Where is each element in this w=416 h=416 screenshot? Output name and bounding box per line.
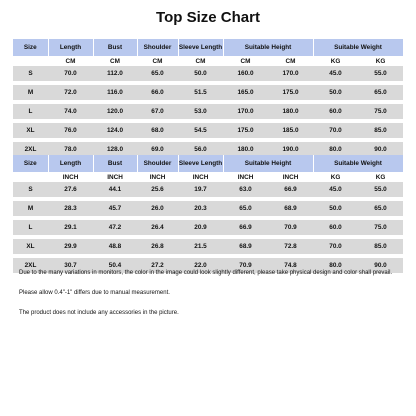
value-cell: 29.9 [48,237,93,256]
value-cell: 65.0 [137,66,178,83]
value-cell: 180.0 [223,140,268,159]
value-cell: 50.0 [313,199,358,218]
unit-cell: INCH [48,172,93,182]
value-cell: 72.0 [48,83,93,102]
value-cell: 27.2 [137,256,178,275]
header-length: Length [48,39,93,56]
size-cell: XL [13,121,48,140]
value-cell: 20.9 [178,218,223,237]
value-cell: 28.3 [48,199,93,218]
unit-cell-blank [13,56,48,66]
header-sleeve-length: Sleeve Length [178,155,223,172]
note-accessories: The product does not include any accessories in the picture. [19,310,179,316]
value-cell: 124.0 [93,121,137,140]
unit-cell: KG [358,172,403,182]
size-cell: L [13,218,48,237]
value-cell: 80.0 [313,256,358,275]
value-cell: 70.9 [223,256,268,275]
value-cell: 120.0 [93,102,137,121]
unit-cell: CM [48,56,93,66]
value-cell: 21.5 [178,237,223,256]
value-cell: 70.0 [313,121,358,140]
value-cell: 68.0 [137,121,178,140]
value-cell: 30.7 [48,256,93,275]
value-cell: 65.0 [223,199,268,218]
value-cell: 66.9 [268,182,313,199]
table-row [13,66,403,83]
value-cell: 54.5 [178,121,223,140]
value-cell: 50.4 [93,256,137,275]
value-cell: 26.8 [137,237,178,256]
value-cell: 75.0 [358,102,403,121]
value-cell: 116.0 [93,83,137,102]
header-suitable-weight: Suitable Weight [313,39,403,56]
value-cell: 67.0 [137,102,178,121]
value-cell: 56.0 [178,140,223,159]
unit-cell: INCH [137,172,178,182]
header-row [13,155,403,172]
value-cell: 170.0 [223,102,268,121]
value-cell: 47.2 [93,218,137,237]
value-cell: 85.0 [358,121,403,140]
header-bust: Bust [93,155,137,172]
value-cell: 45.7 [93,199,137,218]
unit-cell: CM [268,56,313,66]
value-cell: 68.9 [223,237,268,256]
value-cell: 75.0 [358,218,403,237]
table-row [13,237,403,256]
value-cell: 66.9 [223,218,268,237]
unit-cell: CM [223,56,268,66]
value-cell: 175.0 [223,121,268,140]
header-size: Size [13,155,48,172]
size-cell: M [13,83,48,102]
value-cell: 20.3 [178,199,223,218]
size-cell: 2XL [13,256,48,275]
notes [19,270,392,330]
value-cell: 48.8 [93,237,137,256]
header-size: Size [13,39,48,56]
unit-cell: KG [313,172,358,182]
value-cell: 112.0 [93,66,137,83]
value-cell: 50.0 [178,66,223,83]
header-bust: Bust [93,39,137,56]
header-row [13,39,403,56]
value-cell: 26.0 [137,199,178,218]
value-cell: 51.5 [178,83,223,102]
value-cell: 90.0 [358,140,403,159]
value-cell: 29.1 [48,218,93,237]
value-cell: 45.0 [313,66,358,83]
note-measurement: Please allow 0.4"-1" differs due to manual measurement. [19,290,170,296]
size-cell: XL [13,237,48,256]
unit-row [13,172,403,182]
value-cell: 65.0 [358,199,403,218]
value-cell: 74.8 [268,256,313,275]
value-cell: 27.6 [48,182,93,199]
unit-cell-blank [13,172,48,182]
value-cell: 25.6 [137,182,178,199]
value-cell: 80.0 [313,140,358,159]
value-cell: 55.0 [358,66,403,83]
value-cell: 70.0 [48,66,93,83]
value-cell: 165.0 [223,83,268,102]
value-cell: 19.7 [178,182,223,199]
value-cell: 70.9 [268,218,313,237]
size-table-inch [13,155,404,277]
value-cell: 45.0 [313,182,358,199]
value-cell: 70.0 [313,237,358,256]
unit-cell: INCH [223,172,268,182]
size-cell: S [13,182,48,199]
value-cell: 22.0 [178,256,223,275]
value-cell: 160.0 [223,66,268,83]
table-row [13,218,403,237]
unit-cell: INCH [178,172,223,182]
note-color-disclaimer: Due to the many variations in monitors, the color in the image could look slightly different, please take physical design and color shall prevail. [19,270,393,276]
value-cell: 78.0 [48,140,93,159]
table-row [13,182,403,199]
size-cell: S [13,66,48,83]
value-cell: 68.9 [268,199,313,218]
unit-cell: INCH [93,172,137,182]
header-shoulder: Shoulder [137,155,178,172]
unit-cell: CM [137,56,178,66]
unit-row [13,56,403,66]
size-cell: L [13,102,48,121]
value-cell: 128.0 [93,140,137,159]
value-cell: 60.0 [313,218,358,237]
value-cell: 60.0 [313,102,358,121]
header-length: Length [48,155,93,172]
value-cell: 72.8 [268,237,313,256]
unit-cell: KG [358,56,403,66]
value-cell: 69.0 [137,140,178,159]
unit-cell: INCH [268,172,313,182]
chart-title: Top Size Chart [156,9,260,26]
value-cell: 76.0 [48,121,93,140]
value-cell: 65.0 [358,83,403,102]
table-row [13,199,403,218]
header-suitable-height: Suitable Height [223,155,313,172]
value-cell: 170.0 [268,66,313,83]
value-cell: 63.0 [223,182,268,199]
value-cell: 180.0 [268,102,313,121]
size-table-cm [13,39,404,161]
header-suitable-height: Suitable Height [223,39,313,56]
value-cell: 90.0 [358,256,403,275]
header-shoulder: Shoulder [137,39,178,56]
header-suitable-weight: Suitable Weight [313,155,403,172]
size-cell: M [13,199,48,218]
value-cell: 66.0 [137,83,178,102]
table-row [13,121,403,140]
table-row [13,83,403,102]
unit-cell: CM [178,56,223,66]
value-cell: 53.0 [178,102,223,121]
size-cell: 2XL [13,140,48,159]
value-cell: 175.0 [268,83,313,102]
value-cell: 190.0 [268,140,313,159]
value-cell: 85.0 [358,237,403,256]
header-sleeve-length: Sleeve Length [178,39,223,56]
unit-cell: KG [313,56,358,66]
table-row [13,102,403,121]
value-cell: 55.0 [358,182,403,199]
value-cell: 50.0 [313,83,358,102]
value-cell: 185.0 [268,121,313,140]
value-cell: 74.0 [48,102,93,121]
unit-cell: CM [93,56,137,66]
value-cell: 44.1 [93,182,137,199]
value-cell: 26.4 [137,218,178,237]
